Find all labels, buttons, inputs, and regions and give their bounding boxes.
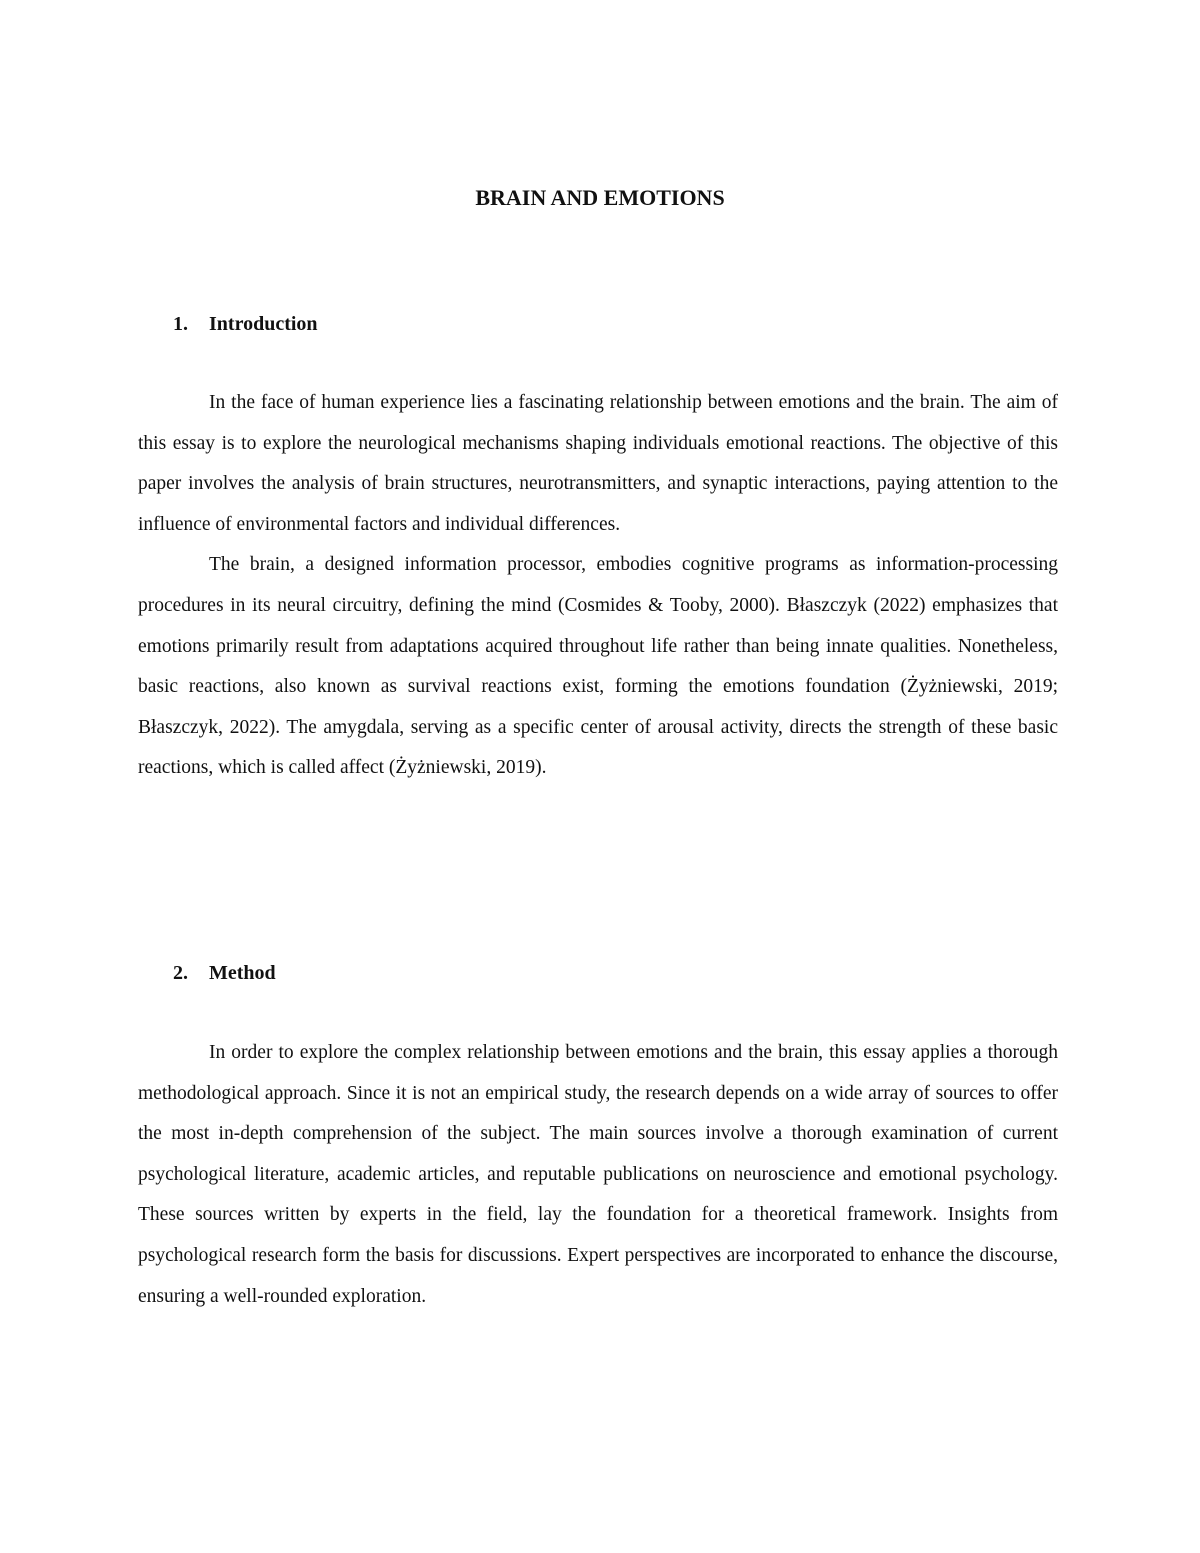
section-heading-method [173, 960, 276, 986]
section-number: 1. [173, 313, 188, 335]
paragraph: The brain, a designed information processor, embodies cognitive programs as information-processing procedures in its neural circuitry, defining the mind (Cosmides & Tooby, 2000). Błaszczyk (2022) emphasizes that emotions primarily result from adaptations acquired throughout life rather than being innate qualities. Nonetheless, basic reactions, also known as survival reactions exist, forming the emotions foundation (Żyżniewski, 2019; Błaszczyk, 2022). The amygdala, serving as a specific center of arousal activity, directs the strength of these basic reactions, which is called affect (Żyżniewski, 2019). [138, 554, 1058, 779]
document-title: BRAIN AND EMOTIONS [475, 185, 725, 210]
section-body-introduction [138, 383, 1058, 789]
section-body-method [138, 1033, 1058, 1317]
section-heading-introduction [173, 311, 318, 337]
paragraph: In the face of human experience lies a fascinating relationship between emotions and the brain. The aim of this essay is to explore the neurological mechanisms shaping individuals emotional reactions. The objective of this paper involves the analysis of brain structures, neurotransmitters, and synaptic interactions, paying attention to the influence of environmental factors and individual differences. [138, 392, 1058, 535]
section-title: Introduction [209, 313, 318, 335]
paragraph: In order to explore the complex relationship between emotions and the brain, this essay applies a thorough methodological approach. Since it is not an empirical study, the research depends on a wide array of sources to offer the most in-depth comprehension of the subject. The main sources involve a thorough examination of current psychological literature, academic articles, and reputable publications on neuroscience and emotional psychology. These sources written by experts in the field, lay the foundation for a theoretical framework. Insights from psychological research form the basis for discussions. Expert perspectives are incorporated to enhance the discourse, ensuring a well-rounded exploration. [138, 1042, 1058, 1307]
section-number: 2. [173, 962, 188, 984]
section-title: Method [209, 962, 276, 984]
